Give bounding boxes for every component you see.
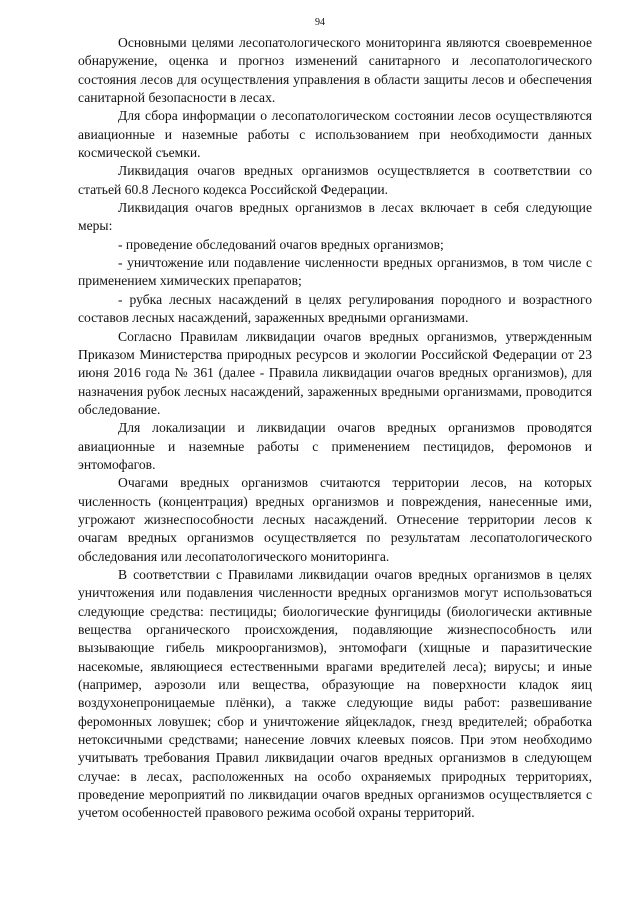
paragraph-legal-basis: Ликвидация очагов вредных организмов осуществляется в соответствии со статьей 60.8 Лесного кодекса Российской Федерации. xyxy=(78,163,592,197)
paragraph-localization-works: Для локализации и ликвидации очагов вредных организмов проводятся авиационные и наземные работы с применением пестицидов, феромонов и энтомофагов. xyxy=(78,420,592,472)
paragraph-measures-intro: Ликвидация очагов вредных организмов в лесах включает в себя следующие меры: xyxy=(78,200,592,234)
paragraph-rules-survey: Согласно Правилам ликвидации очагов вредных организмов, утвержденным Приказом Министерства природных ресурсов и экологии Российской Федерации от 23 июня 2016 года № 361 (далее - Правила ликвидации очагов вредных организмов), для назначения рубок лесных насаждений, зараженных вредными организмами, проводится обследование. xyxy=(78,328,592,417)
page-number: 94 xyxy=(315,17,325,28)
paragraph-outbreak-definition: Очагами вредных организмов считаются территории лесов, на которых численность (концентрация) вредных организмов и повреждения, нанесенные ими, угрожают жизнеспособности лесных насаждений. Отнесение территории лесов к очагам вредных организмов осуществляется по результатам лесопатологического обследования или лесопатологического мониторинга. xyxy=(78,475,592,564)
paragraph-monitoring-goals: Основными целями лесопатологического мониторинга являются своевременное обнаружение, оценка и прогноз изменений санитарного и лесопатологического состояния лесов для осуществления управления в области защиты лесов и обеспечения санитарной безопасности в лесах. xyxy=(78,35,592,106)
paragraph-control-means: В соответствии с Правилами ликвидации очагов вредных организмов в целях уничтожения или подавления численности вредных организмов могут использоваться следующие средства: пестициды; биологические фунгициды (биологически активные вещества органического происхождения, подавляющие жизнеспособность или вызывающие гибель микроорганизмов), энтомофаги (хищные и паразитические насекомые, являющиеся естественными врагами вредителей леса); вирусы; и иные (например, аэрозоли или вещества, образующие на поверхности кладок яиц воздухонепроницаемые плёнки), а также следующие виды работ: развешивание феромонных ловушек; сбор и уничтожение яйцекладок, гнезд вредителей; обработка нетоксичными средствами; нанесение ловчих клеевых поясов. При этом необходимо учитывать требования Правил ликвидации очагов вредных организмов в следующем случае: в лесах, расположенных на особо охраняемых природных территориях, проведение мероприятий по ликвидации очагов вредных организмов осуществляется с учетом особенностей правового режима особой охраны территорий. xyxy=(78,566,592,821)
list-item-felling: - рубка лесных насаждений в целях регулирования породного и возрастного составов лесных насаждений, зараженных вредными организмами. xyxy=(78,291,592,326)
document-body xyxy=(78,34,592,823)
list-item-suppression: - уничтожение или подавление численности вредных организмов, в том числе с применением химических препаратов; xyxy=(78,255,592,289)
list-item-surveys: - проведение обследований очагов вредных организмов; xyxy=(118,236,444,252)
paragraph-data-collection: Для сбора информации о лесопатологическом состоянии лесов осуществляются авиационные и наземные работы с использованием при необходимости данных космической съемки. xyxy=(78,108,592,161)
